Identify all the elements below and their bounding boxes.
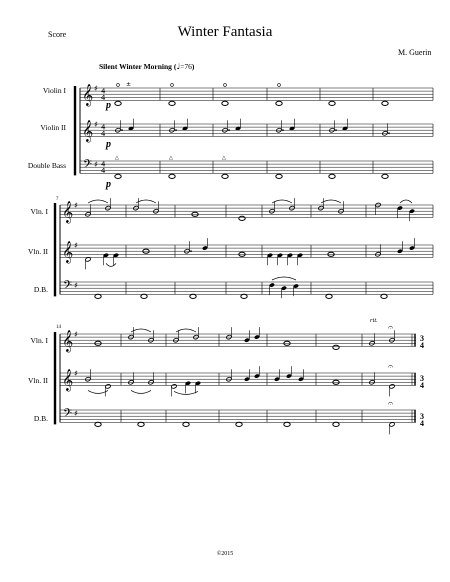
key-signature-sharp-icon: ♯ [74, 241, 78, 250]
whole-note [115, 174, 121, 178]
slur [174, 391, 198, 394]
augmentation-dot [190, 250, 192, 252]
slur [131, 390, 151, 393]
dynamic-marking: p [106, 100, 111, 111]
time-signature-top: 3 [420, 374, 424, 383]
treble-clef-icon: 𝄞 [62, 369, 74, 391]
whole-note [95, 294, 101, 298]
fermata-icon: 𝄐 [388, 362, 394, 372]
time-signature-bottom: 4 [420, 419, 424, 428]
whole-note [222, 101, 228, 105]
time-signature-bottom: 4 [420, 381, 424, 390]
whole-note [333, 345, 339, 349]
whole-note [236, 422, 242, 426]
measure-number: 7 [56, 197, 59, 202]
whole-note [115, 101, 121, 105]
instrument-label-double-bass: Double Bass [27, 161, 66, 170]
key-signature-sharp-icon: ♯ [74, 409, 78, 419]
copyright: ©2015 [216, 551, 234, 557]
treble-clef-icon: 𝄞 [82, 120, 94, 142]
harmonic-icon [171, 84, 174, 87]
tempo-bpm: =76 [180, 62, 192, 71]
whole-note [138, 422, 144, 426]
quarter-note-icon: ♩ [176, 62, 181, 71]
instrument-label-violin-2: Vln. II [28, 376, 48, 385]
harmonic-icon [117, 84, 120, 87]
time-signature-top: 4 [101, 87, 106, 96]
dynamic-marking: p [106, 179, 111, 190]
score-label: Score [48, 30, 67, 39]
whole-note [241, 294, 247, 298]
treble-clef-icon: 𝄞 [82, 84, 94, 106]
key-signature-sharp-icon: ♯ [74, 330, 78, 339]
time-signature-bottom: 4 [420, 341, 424, 350]
whole-note [222, 174, 228, 178]
dynamic-marking: p [106, 139, 111, 150]
slur [136, 200, 156, 203]
instrument-label-double-bass: D.B. [33, 414, 48, 423]
augmentation-dot [335, 129, 337, 131]
augmentation-dot [388, 132, 390, 134]
whole-note [326, 294, 332, 298]
whole-note [329, 174, 335, 178]
instrument-label-double-bass: D.B. [33, 285, 48, 294]
measure-number: 14 [56, 325, 61, 330]
bass-clef-icon: 𝄢 [83, 158, 93, 174]
whole-note [333, 422, 339, 426]
slur [400, 200, 412, 203]
augmentation-dot [121, 129, 123, 131]
whole-note [169, 174, 175, 178]
time-signature-top: 4 [101, 160, 106, 169]
harmonic-icon [278, 84, 281, 87]
rit-marking: rit. [370, 317, 378, 324]
slur [88, 200, 108, 203]
fermata-icon: 𝄐 [388, 399, 394, 409]
augmentation-dot [282, 129, 284, 131]
harmonic-icon: △ [169, 155, 173, 161]
time-signature-bottom: 4 [101, 167, 106, 175]
whole-note [382, 174, 388, 178]
instrument-label-violin-2: Vln. II [28, 247, 48, 256]
whole-note [141, 294, 147, 298]
augmentation-dot [175, 129, 177, 131]
instrument-label-violin-1: Violin I [42, 86, 66, 95]
whole-note [276, 174, 282, 178]
augmentation-dot [228, 129, 230, 131]
whole-note [190, 294, 196, 298]
instrument-label-violin-1: Vln. I [30, 207, 48, 216]
whole-note [382, 101, 388, 105]
key-signature-sharp-icon: ♯ [94, 160, 98, 170]
key-signature-sharp-icon: ♯ [74, 201, 78, 210]
slur [106, 263, 116, 266]
instrument-label-violin-1: Vln. I [30, 336, 48, 345]
key-signature-sharp-icon: ♯ [74, 369, 78, 378]
slur [131, 329, 151, 332]
time-signature-bottom: 4 [101, 130, 106, 138]
treble-clef-icon: 𝄞 [62, 241, 74, 263]
harmonic-icon: △ [115, 155, 119, 161]
key-signature-sharp-icon: ♯ [94, 120, 98, 129]
time-signature-top: 3 [420, 412, 424, 421]
bass-clef-icon: 𝄢 [63, 407, 73, 423]
whole-note [284, 422, 290, 426]
bass-clef-icon: 𝄢 [63, 279, 73, 295]
fermata-icon: 𝄐 [388, 323, 394, 333]
whole-note [329, 101, 335, 105]
composer-name: M. Guerin [398, 48, 432, 57]
treble-clef-icon: 𝄞 [62, 330, 74, 352]
treble-clef-icon: 𝄞 [62, 201, 74, 223]
harmonic-icon [224, 84, 227, 87]
whole-note [239, 216, 245, 220]
whole-note [95, 422, 101, 426]
slur [321, 200, 341, 203]
slur [272, 277, 296, 280]
tempo-marking: Silent Winter Morning (♩=76) [99, 62, 195, 71]
harmonic-icon: △ [222, 155, 226, 161]
page-title: Winter Fantasia [177, 24, 273, 40]
whole-note [276, 101, 282, 105]
whole-note [381, 294, 387, 298]
whole-note [183, 422, 189, 426]
time-signature-top: 4 [101, 123, 106, 132]
instrument-label-violin-2: Violin II [40, 123, 66, 132]
slur [272, 200, 292, 203]
slur [88, 390, 108, 393]
time-signature-bottom: 4 [101, 94, 106, 102]
key-signature-sharp-icon: ♯ [94, 84, 98, 93]
key-signature-sharp-icon: ♯ [74, 281, 78, 291]
tempo-text: Silent Winter Morning [99, 62, 172, 71]
slur [176, 329, 196, 332]
time-signature-top: 3 [420, 334, 424, 343]
whole-note [169, 101, 175, 105]
harmonic-icon: ± [126, 81, 132, 88]
